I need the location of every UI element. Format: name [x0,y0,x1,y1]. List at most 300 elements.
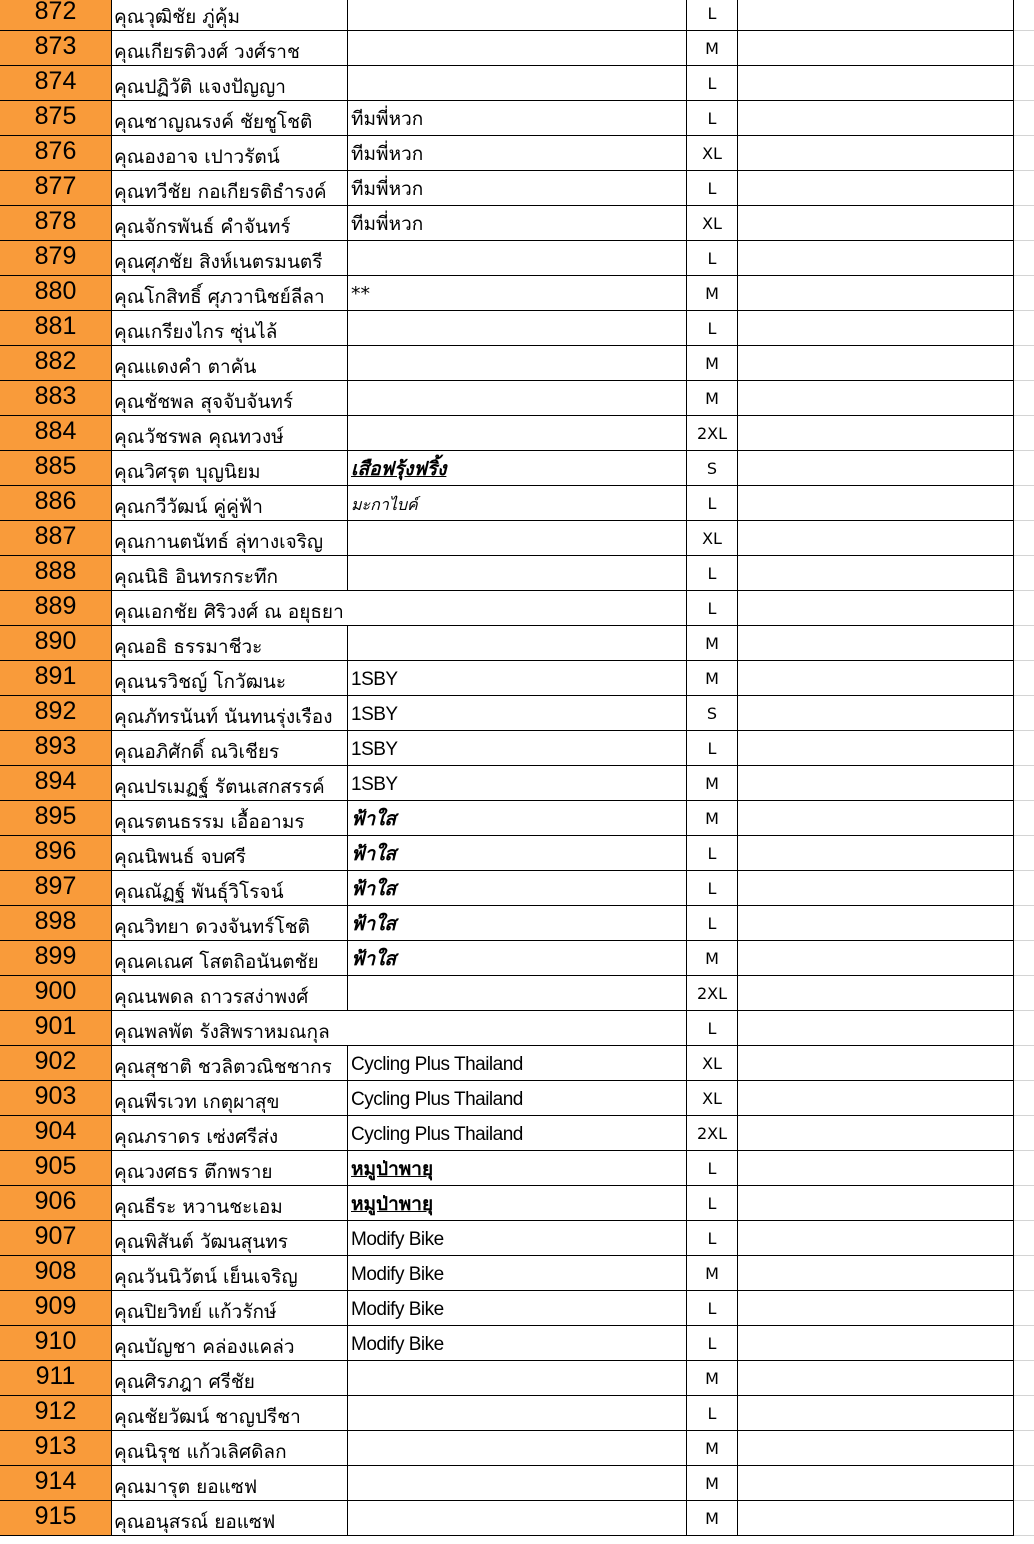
name-cell[interactable] [112,1396,348,1431]
row-number-cell[interactable] [0,241,112,276]
row-number-cell[interactable] [0,941,112,976]
team-cell[interactable] [348,1396,687,1431]
row-number-cell[interactable] [0,31,112,66]
empty-cell[interactable] [1014,1046,1034,1081]
empty-cell[interactable] [738,101,1014,136]
empty-cell[interactable] [1014,346,1034,381]
empty-cell[interactable] [1014,1291,1034,1326]
empty-cell[interactable] [1014,66,1034,101]
size-cell[interactable] [687,346,738,381]
size-cell[interactable] [687,1326,738,1361]
empty-cell[interactable] [1014,451,1034,486]
name-cell[interactable] [112,1186,348,1221]
row-number-cell[interactable] [0,416,112,451]
name-cell[interactable] [112,696,348,731]
empty-cell[interactable] [1014,101,1034,136]
row-number-cell[interactable] [0,171,112,206]
table-row [0,1361,1034,1396]
empty-cell[interactable] [1014,1151,1034,1186]
empty-cell[interactable] [738,1326,1014,1361]
name-cell[interactable] [112,1116,348,1151]
row-number-cell-text: 908 [34,1257,77,1285]
row-number-cell[interactable] [0,661,112,696]
row-number-cell-text: 913 [34,1432,77,1460]
size-cell[interactable] [687,1256,738,1291]
team-cell[interactable] [348,241,687,276]
empty-cell[interactable] [738,451,1014,486]
row-number-cell[interactable] [0,1116,112,1151]
size-cell[interactable] [687,416,738,451]
size-cell[interactable] [687,626,738,661]
row-number-cell[interactable] [0,696,112,731]
empty-cell[interactable] [738,171,1014,206]
empty-cell[interactable] [1014,766,1034,801]
team-cell[interactable] [348,171,687,206]
empty-cell[interactable] [1014,136,1034,171]
row-number-cell[interactable] [0,871,112,906]
team-cell[interactable] [348,346,687,381]
name-cell[interactable] [112,0,348,31]
empty-cell[interactable] [1014,591,1034,626]
size-cell[interactable] [687,1116,738,1151]
row-number-cell[interactable] [0,626,112,661]
size-cell[interactable] [687,1221,738,1256]
empty-cell[interactable] [1014,1431,1034,1466]
team-cell[interactable] [348,486,687,521]
team-cell[interactable] [348,31,687,66]
team-cell[interactable] [348,276,687,311]
name-cell[interactable] [112,1501,348,1536]
table-row [0,346,1034,381]
team-cell[interactable] [348,1431,687,1466]
empty-cell[interactable] [738,1291,1014,1326]
team-cell[interactable] [348,521,687,556]
empty-cell[interactable] [738,1431,1014,1466]
size-cell[interactable] [687,591,738,626]
name-cell[interactable] [112,871,348,906]
empty-cell[interactable] [738,1361,1014,1396]
name-cell-text: คุณรตนธรรม เอื้ออามร [114,811,305,833]
row-number-cell[interactable] [0,591,112,626]
empty-cell[interactable] [738,1151,1014,1186]
name-cell[interactable] [112,136,348,171]
name-cell-text: คุณองอาจ เปาวรัตน์ [114,146,280,168]
empty-cell[interactable] [738,1256,1014,1291]
name-cell[interactable] [112,311,348,346]
team-cell[interactable] [348,871,687,906]
name-cell[interactable] [112,1291,348,1326]
size-cell[interactable] [687,836,738,871]
team-cell-text: 1SBY [351,669,398,690]
empty-cell[interactable] [738,206,1014,241]
size-cell[interactable] [687,1081,738,1116]
empty-cell[interactable] [1014,626,1034,661]
size-cell[interactable] [687,1361,738,1396]
empty-cell[interactable] [738,941,1014,976]
row-number-cell[interactable] [0,1326,112,1361]
size-cell[interactable] [687,906,738,941]
empty-cell[interactable] [738,1186,1014,1221]
name-cell-text: คุณมารุต ยอแซฟ [114,1476,258,1498]
row-number-cell[interactable] [0,1256,112,1291]
row-number-cell-text: 880 [34,277,77,305]
empty-cell[interactable] [738,1221,1014,1256]
size-cell[interactable] [687,976,738,1011]
empty-cell[interactable] [1014,1396,1034,1431]
empty-cell[interactable] [738,661,1014,696]
team-cell[interactable] [348,0,687,31]
row-number-cell-text: 900 [34,977,77,1005]
empty-cell[interactable] [738,276,1014,311]
team-cell[interactable] [348,101,687,136]
name-cell[interactable] [112,591,348,626]
empty-cell[interactable] [738,836,1014,871]
name-cell[interactable] [112,1361,348,1396]
empty-cell[interactable] [738,766,1014,801]
team-cell[interactable] [348,1116,687,1151]
name-cell-text: คุณธีระ หวานชะเอม [114,1196,283,1218]
empty-cell[interactable] [738,1011,1014,1046]
name-cell-text: คุณวันนิวัตน์ เย็นเจริญ [114,1266,298,1288]
team-cell-text: 1SBY [351,774,398,795]
name-cell[interactable] [112,521,348,556]
team-cell[interactable] [348,906,687,941]
row-number-cell[interactable] [0,1151,112,1186]
name-cell[interactable] [112,451,348,486]
empty-cell[interactable] [738,0,1014,31]
empty-cell[interactable] [1014,1501,1034,1536]
size-cell[interactable] [687,1291,738,1326]
team-cell-text: Modify Bike [351,1264,444,1285]
empty-cell[interactable] [1014,941,1034,976]
size-cell[interactable] [687,0,738,31]
row-number-cell[interactable] [0,311,112,346]
empty-cell[interactable] [1014,1011,1034,1046]
empty-cell[interactable] [738,1466,1014,1501]
name-cell[interactable] [112,241,348,276]
name-cell[interactable] [112,1011,348,1046]
size-cell[interactable] [687,871,738,906]
row-number-cell[interactable] [0,276,112,311]
row-number-cell[interactable] [0,1396,112,1431]
row-number-cell-text: 906 [34,1187,77,1215]
team-cell-text: เสือฟรุ้งฟริ้ง [351,458,447,480]
row-number-cell[interactable] [0,1431,112,1466]
row-number-cell[interactable] [0,1081,112,1116]
empty-cell[interactable] [1014,556,1034,591]
name-cell[interactable] [112,976,348,1011]
team-cell[interactable] [348,696,687,731]
row-number-cell[interactable] [0,451,112,486]
row-number-cell[interactable] [0,976,112,1011]
size-cell[interactable] [687,1466,738,1501]
row-number-cell[interactable] [0,801,112,836]
table-row [0,1291,1034,1326]
team-cell-text: ฟ้าใส [351,808,396,830]
empty-cell[interactable] [738,731,1014,766]
empty-cell[interactable] [738,801,1014,836]
row-number-cell[interactable] [0,1046,112,1081]
size-cell[interactable] [687,731,738,766]
team-cell[interactable] [348,66,687,101]
empty-cell[interactable] [738,241,1014,276]
empty-cell[interactable] [1014,276,1034,311]
team-cell[interactable] [348,661,687,696]
size-cell[interactable] [687,311,738,346]
name-cell[interactable] [112,346,348,381]
team-cell[interactable] [348,1046,687,1081]
size-cell[interactable] [687,171,738,206]
empty-cell[interactable] [1014,836,1034,871]
row-number-cell[interactable] [0,836,112,871]
size-cell[interactable] [687,766,738,801]
size-cell-text: XL [702,1054,722,1073]
name-cell[interactable] [112,1081,348,1116]
row-number-cell[interactable] [0,1501,112,1536]
empty-cell[interactable] [1014,1361,1034,1396]
name-cell[interactable] [112,486,348,521]
row-number-cell-text: 875 [34,102,77,130]
size-cell[interactable] [687,206,738,241]
team-cell[interactable] [348,836,687,871]
row-number-cell[interactable] [0,486,112,521]
team-cell[interactable] [348,766,687,801]
size-cell[interactable] [687,241,738,276]
size-cell[interactable] [687,1501,738,1536]
empty-cell[interactable] [738,521,1014,556]
size-cell[interactable] [687,941,738,976]
empty-cell[interactable] [738,311,1014,346]
empty-cell[interactable] [738,1501,1014,1536]
name-cell[interactable] [112,101,348,136]
name-cell[interactable] [112,1326,348,1361]
name-cell[interactable] [112,1431,348,1466]
name-cell-text: คุณอธิ ธรรมาชีวะ [114,636,263,658]
name-cell[interactable] [112,1151,348,1186]
name-cell[interactable] [112,556,348,591]
team-cell[interactable] [348,1186,687,1221]
size-cell[interactable] [687,696,738,731]
empty-cell[interactable] [1014,521,1034,556]
name-cell-text: คุณเกียรติวงศ์ วงศ์ราช [114,41,300,63]
name-cell[interactable] [112,801,348,836]
size-cell[interactable] [687,1186,738,1221]
name-cell[interactable] [112,1466,348,1501]
row-number-cell[interactable] [0,1466,112,1501]
team-cell[interactable] [348,556,687,591]
empty-cell[interactable] [1014,731,1034,766]
empty-cell[interactable] [738,381,1014,416]
name-cell[interactable] [112,31,348,66]
empty-cell[interactable] [1014,976,1034,1011]
team-cell[interactable] [348,591,687,626]
team-cell[interactable] [348,1291,687,1326]
size-cell[interactable] [687,521,738,556]
size-cell[interactable] [687,276,738,311]
table-row [0,101,1034,136]
size-cell[interactable] [687,31,738,66]
team-cell-text: Cycling Plus Thailand [351,1089,523,1110]
team-cell[interactable] [348,1361,687,1396]
row-number-cell[interactable] [0,346,112,381]
empty-cell[interactable] [1014,416,1034,451]
empty-cell[interactable] [738,591,1014,626]
name-cell[interactable] [112,206,348,241]
size-cell[interactable] [687,101,738,136]
team-cell[interactable] [348,1081,687,1116]
team-cell[interactable] [348,731,687,766]
team-cell[interactable] [348,1501,687,1536]
team-cell-text: 1SBY [351,704,398,725]
empty-cell[interactable] [738,1081,1014,1116]
row-number-cell[interactable] [0,1186,112,1221]
row-number-cell[interactable] [0,0,112,31]
name-cell-text: คุณนิพนธ์ จบศรี [114,846,246,868]
size-cell-text: M [705,949,719,968]
empty-cell[interactable] [1014,1221,1034,1256]
size-cell[interactable] [687,801,738,836]
empty-cell[interactable] [738,486,1014,521]
empty-cell[interactable] [1014,311,1034,346]
name-cell-text: คุณปิยวิทย์ แก้วรักษ์ [114,1301,277,1323]
team-cell[interactable] [348,1256,687,1291]
size-cell[interactable] [687,1046,738,1081]
empty-cell[interactable] [738,906,1014,941]
empty-cell[interactable] [1014,241,1034,276]
row-number-cell[interactable] [0,206,112,241]
team-cell[interactable] [348,801,687,836]
row-number-cell[interactable] [0,136,112,171]
team-cell[interactable] [348,1011,687,1046]
empty-cell[interactable] [738,871,1014,906]
empty-cell[interactable] [738,1116,1014,1151]
name-cell[interactable] [112,276,348,311]
empty-cell[interactable] [1014,1326,1034,1361]
name-cell[interactable] [112,1046,348,1081]
empty-cell[interactable] [1014,1186,1034,1221]
size-cell[interactable] [687,1011,738,1046]
empty-cell[interactable] [1014,1116,1034,1151]
team-cell[interactable] [348,311,687,346]
name-cell[interactable] [112,766,348,801]
row-number-cell-text: 914 [34,1467,77,1495]
empty-cell[interactable] [738,1046,1014,1081]
empty-cell[interactable] [1014,486,1034,521]
empty-cell[interactable] [1014,661,1034,696]
team-cell[interactable] [348,451,687,486]
team-cell[interactable] [348,1326,687,1361]
empty-cell[interactable] [738,1396,1014,1431]
row-number-cell[interactable] [0,556,112,591]
name-cell[interactable] [112,381,348,416]
row-number-cell-text: 912 [34,1397,77,1425]
team-cell[interactable] [348,1151,687,1186]
row-number-cell[interactable] [0,906,112,941]
empty-cell[interactable] [738,66,1014,101]
team-cell[interactable] [348,416,687,451]
size-cell[interactable] [687,661,738,696]
empty-cell[interactable] [1014,871,1034,906]
row-number-cell[interactable] [0,1011,112,1046]
team-cell[interactable] [348,941,687,976]
empty-cell[interactable] [1014,906,1034,941]
name-cell[interactable] [112,836,348,871]
size-cell[interactable] [687,136,738,171]
team-cell[interactable] [348,381,687,416]
name-cell[interactable] [112,171,348,206]
row-number-cell[interactable] [0,381,112,416]
row-number-cell[interactable] [0,731,112,766]
table-row [0,136,1034,171]
size-cell[interactable] [687,1151,738,1186]
empty-cell[interactable] [738,346,1014,381]
row-number-cell[interactable] [0,101,112,136]
row-number-cell-text: 915 [34,1502,77,1530]
name-cell-text: คุณปฏิวัติ แจงปัญญา [114,76,286,98]
row-number-cell[interactable] [0,66,112,101]
empty-cell[interactable] [738,31,1014,66]
empty-cell[interactable] [1014,1081,1034,1116]
name-cell-text: คุณศิรภฎา ศรีชัย [114,1371,255,1393]
name-cell[interactable] [112,1221,348,1256]
name-cell[interactable] [112,941,348,976]
empty-cell[interactable] [1014,1256,1034,1291]
row-number-cell[interactable] [0,766,112,801]
row-number-cell[interactable] [0,1221,112,1256]
row-number-cell-text: 883 [34,382,77,410]
empty-cell[interactable] [738,416,1014,451]
name-cell[interactable] [112,1256,348,1291]
team-cell[interactable] [348,136,687,171]
empty-cell[interactable] [738,696,1014,731]
size-cell-text: M [705,669,719,688]
size-cell[interactable] [687,1396,738,1431]
size-cell[interactable] [687,381,738,416]
empty-cell[interactable] [738,556,1014,591]
name-cell[interactable] [112,661,348,696]
team-cell[interactable] [348,1466,687,1501]
empty-cell[interactable] [738,976,1014,1011]
empty-cell[interactable] [1014,696,1034,731]
size-cell[interactable] [687,66,738,101]
empty-cell[interactable] [1014,171,1034,206]
name-cell[interactable] [112,906,348,941]
empty-cell[interactable] [1014,801,1034,836]
empty-cell[interactable] [1014,206,1034,241]
row-number-cell[interactable] [0,1361,112,1396]
size-cell[interactable] [687,486,738,521]
team-cell[interactable] [348,976,687,1011]
empty-cell[interactable] [738,626,1014,661]
empty-cell[interactable] [1014,1466,1034,1501]
team-cell[interactable] [348,1221,687,1256]
name-cell[interactable] [112,66,348,101]
name-cell[interactable] [112,416,348,451]
empty-cell[interactable] [738,136,1014,171]
size-cell[interactable] [687,556,738,591]
empty-cell[interactable] [1014,381,1034,416]
empty-cell[interactable] [1014,31,1034,66]
size-cell[interactable] [687,1431,738,1466]
size-cell[interactable] [687,451,738,486]
team-cell[interactable] [348,626,687,661]
name-cell[interactable] [112,626,348,661]
team-cell[interactable] [348,206,687,241]
row-number-cell[interactable] [0,521,112,556]
row-number-cell[interactable] [0,1291,112,1326]
name-cell[interactable] [112,731,348,766]
empty-cell[interactable] [1014,0,1034,31]
